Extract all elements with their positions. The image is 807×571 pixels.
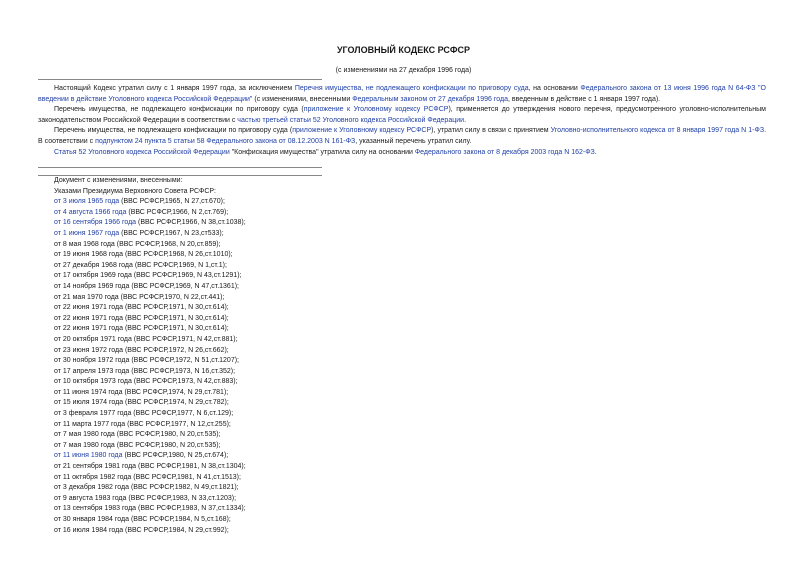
amendment-date: от 22 июня 1971 года — [54, 325, 124, 333]
amendment-date: от 14 ноября 1969 года — [54, 282, 130, 290]
link-law-64fz[interactable]: Федерального закона от 13 июня 1996 года N 64-ФЗ "О введении в действие Уголовного кодекса Российской Федерации" — [38, 85, 766, 103]
amendment-item — [54, 261, 454, 272]
amendment-reference: (ВВС РСФСР,1965, N 27,ст.670); — [119, 198, 225, 206]
amendment-reference: (ВВС РСФСР,1969, N 47,ст.1361); — [129, 282, 239, 290]
link-article-52-part-3[interactable]: частью третьей статьи 52 Уголовного кодекса Российской Федерации — [237, 116, 465, 124]
amendment-date: от 17 апреля 1973 года — [54, 367, 130, 375]
amendment-date: от 3 декабря 1982 года — [54, 484, 130, 492]
amendment-reference: (ВВС РСФСР,1977, N 12,ст.255); — [125, 420, 231, 428]
amendment-item — [54, 377, 454, 388]
amendment-reference: (ВВС РСФСР,1980, N 20,ст.535); — [114, 441, 221, 449]
amendment-item — [54, 282, 454, 293]
amendment-item — [54, 462, 454, 473]
divider — [38, 167, 322, 168]
status-notes — [38, 84, 766, 158]
amendment-item — [54, 483, 454, 494]
amendment-reference: (ВВС РСФСР,1983, N 33,ст.1203); — [126, 494, 237, 502]
amendment-reference: (ВВС РСФСР,1968, N 26,ст.1010); — [123, 251, 233, 259]
link-appendix[interactable]: приложение к Уголовному кодексу РСФСР — [303, 106, 449, 114]
amendment-item — [54, 526, 454, 537]
amendment-date: от 17 октября 1969 года — [54, 272, 132, 280]
amendment-reference: (ВВС РСФСР,1972, N 26,ст.662); — [123, 346, 229, 354]
amendment-item — [54, 356, 454, 367]
amendment-reference: (ВВС РСФСР,1973, N 42,ст.883); — [131, 378, 238, 386]
amendments-intro: Документ с изменениями, внесенными: — [54, 177, 183, 184]
amendment-reference: (ВВС РСФСР,1977, N 6,ст.129); — [131, 410, 234, 418]
amendment-date: от 15 июля 1974 года — [54, 399, 124, 407]
link-article-52[interactable]: Статья 52 Уголовного кодекса Российской Федерации — [54, 148, 230, 156]
link-confiscation-list[interactable]: Перечня имущества, не подлежащего конфискации по приговору суда — [294, 85, 529, 92]
amendment-date: от 11 марта 1977 года — [54, 420, 126, 428]
amendment-date: от 9 августа 1983 года — [54, 494, 127, 502]
amendment-item — [54, 346, 454, 357]
amendment-reference: (ВВС РСФСР,1971, N 30,ст.614); — [123, 325, 229, 333]
amendment-reference: (ВВС РСФСР,1984, N 29,ст.992); — [123, 526, 229, 534]
amendment-date: от 22 июня 1971 года — [54, 314, 124, 322]
document-title: УГОЛОВНЫЙ КОДЕКС РСФСР — [336, 45, 471, 55]
amendment-item — [54, 367, 454, 378]
amendment-item — [54, 398, 454, 409]
amendment-reference: (ВВС РСФСР,1974, N 29,ст.782); — [123, 399, 229, 407]
amendment-date: от 13 сентября 1983 года — [54, 505, 137, 513]
amendment-item — [54, 250, 454, 261]
amendment-reference: (ВВС РСФСР,1983, N 37,ст.1334); — [136, 505, 246, 513]
divider — [38, 79, 322, 80]
amendment-item — [54, 240, 454, 251]
amendment-date-link[interactable]: от 4 августа 1966 года — [54, 208, 127, 216]
amendment-reference: (ВВС РСФСР,1967, N 23,ст533); — [119, 229, 224, 237]
amendment-reference: (ВВС РСФСР,1981, N 41,ст.1513); — [131, 473, 241, 481]
link-law-162fz[interactable]: Федерального закона от 8 декабря 2003 года N 162-ФЗ — [414, 148, 595, 156]
amendment-date: от 23 июня 1972 года — [54, 346, 124, 354]
amendment-item — [54, 218, 454, 229]
amendment-date: от 19 июня 1968 года — [54, 251, 124, 259]
amendment-reference: (ВВС РСФСР,1969, N 1,ст.1); — [132, 261, 227, 269]
amendment-date: от 30 ноября 1972 года — [54, 357, 130, 365]
amendment-reference: (ВВС РСФСР,1984, N 5,ст.168); — [129, 516, 231, 523]
amendment-item — [54, 324, 454, 335]
link-penal-code-1fz[interactable]: Уголовно-исполнительного кодекса от 8 января 1997 года N 1-ФЗ — [550, 127, 765, 135]
amendment-date-link[interactable]: от 16 сентября 1966 года — [54, 219, 137, 227]
amendment-item — [54, 335, 454, 346]
link-law-161fz[interactable]: подпунктом 24 пункта 5 статьи 58 Федерального закона от 08.12.2003 N 161-ФЗ — [95, 137, 356, 145]
amendment-reference: (ВВС РСФСР,1971, N 30,ст.614); — [123, 314, 229, 322]
amendment-item — [54, 504, 454, 515]
amendment-date: от 21 мая 1970 года — [54, 293, 119, 301]
amendment-date: от 11 июня 1974 года — [54, 388, 123, 396]
note-paragraph: Перечень имущества, не подлежащего конфискации по приговору суда (приложение к Уголовному кодексу РСФСР), утратил силу в связи с принятием Уголовно-исполнительного кодекса от 8 января 1997 года N 1-ФЗ. В соответствии с подпунктом 24 пункта 5 статьи 58 Федерального закона от 08.12.2003 N 161-ФЗ, указанный перечень утратил силу. — [38, 127, 767, 145]
amendment-date: от 22 июня 1971 года — [54, 304, 124, 312]
amendment-reference: (ВВС РСФСР,1981, N 38,ст.1304); — [136, 463, 246, 471]
amendment-reference: (ВВС РСФСР,1973, N 16,ст.352); — [129, 367, 236, 375]
note-paragraph: Перечень имущества, не подлежащего конфискации по приговору суда (приложение к Уголовному кодексу РСФСР), применяется до утверждения нового перечня, предусмотренного уголовно-исполнительным законодательством Российской Федерации в соответствии с частью третьей статьи 52 Уголовного кодекса Российской Федерации. — [38, 106, 766, 124]
amendment-item — [54, 293, 454, 304]
amendment-item — [54, 420, 454, 431]
amendment-date: от 21 сентября 1981 года — [54, 463, 137, 471]
amendment-item — [54, 473, 454, 484]
amendment-date: от 20 октября 1971 года — [54, 335, 132, 343]
amendment-reference: (ВВС РСФСР,1970, N 22,ст.441); — [118, 293, 225, 301]
amendments-list — [54, 176, 454, 536]
amendment-date: от 11 октября 1982 года — [54, 473, 132, 481]
amendment-reference: (ВВС РСФСР,1971, N 30,ст.614); — [123, 304, 229, 312]
link-law-1996-12-27[interactable]: Федеральным законом от 27 декабря 1996 года — [352, 95, 508, 103]
amendments-source: Указами Президиума Верховного Совета РСФСР: — [54, 187, 216, 195]
link-appendix[interactable]: приложение к Уголовному кодексу РСФСР — [292, 127, 432, 135]
amendment-item — [54, 451, 454, 462]
amendment-item — [54, 409, 454, 420]
amendment-date: от 10 октября 1973 года — [54, 378, 132, 386]
note-paragraph: Настоящий Кодекс утратил силу с 1 января 1997 года, за исключением Перечня имущества, не подлежащего конфискации по приговору суда, на основании Федерального закона от 13 июня 1996 года N 64-ФЗ "О введении в действие Уголовного кодекса Российской Федерации" (с изменениями, внесенными Федеральным законом от 27 декабря 1996 года, введенным в действие с 1 января 1997 года). — [38, 85, 766, 103]
amendment-reference: (ВВС РСФСР,1966, N 38,ст.1038); — [136, 219, 246, 227]
amendment-reference: (ВВС РСФСР,1968, N 20,ст.859); — [114, 240, 221, 248]
amendment-date: от 16 июля 1984 года — [54, 526, 124, 534]
amendment-item — [54, 314, 454, 325]
amendment-items — [54, 197, 454, 536]
amendment-date: от 8 мая 1968 года — [54, 240, 115, 248]
amendment-reference: (ВВС РСФСР,1971, N 42,ст.881); — [131, 335, 238, 343]
amendment-reference: (ВВС РСФСР,1982, N 49,ст.1821); — [129, 484, 239, 492]
amendment-item — [54, 430, 454, 441]
amendment-item — [54, 515, 454, 526]
amendment-item — [54, 208, 454, 219]
note-paragraph: Статья 52 Уголовного кодекса Российской Федерации "Конфискация имущества" утратила силу на основании Федерального закона от 8 декабря 2003 года N 162-ФЗ. — [54, 148, 597, 156]
amendment-date: от 3 февраля 1977 года — [54, 410, 132, 418]
document-subtitle: (с изменениями на 27 декабря 1996 года) — [335, 67, 472, 74]
amendment-item — [54, 388, 454, 399]
amendment-date: от 7 мая 1980 года — [54, 441, 115, 449]
amendment-date: от 7 мая 1980 года — [54, 431, 115, 439]
amendment-reference: (ВВС РСФСР,1980, N 20,ст.535); — [114, 431, 221, 439]
amendment-reference: (ВВС РСФСР,1969, N 43,ст.1291); — [131, 272, 242, 280]
amendment-reference: (ВВС РСФСР,1972, N 51,ст.1207); — [129, 357, 239, 365]
amendment-item — [54, 271, 454, 282]
amendment-date: от 27 декабря 1968 года — [54, 261, 133, 269]
amendment-reference: (ВВС РСФСР,1980, N 25,ст.674); — [122, 452, 229, 460]
amendment-item — [54, 229, 454, 240]
amendment-date-link[interactable]: от 3 июля 1965 года — [54, 198, 120, 206]
amendment-item — [54, 197, 454, 208]
amendment-date-link[interactable]: от 11 июня 1980 года — [54, 452, 123, 460]
amendment-date-link[interactable]: от 1 июня 1967 года — [54, 229, 120, 237]
amendment-reference: (ВВС РСФСР,1966, N 2,ст.769); — [126, 208, 229, 216]
amendment-item — [54, 494, 454, 505]
amendment-date: от 30 января 1984 года — [54, 516, 129, 523]
amendment-reference: (ВВС РСФСР,1974, N 29,ст.781); — [122, 388, 229, 396]
amendment-item — [54, 303, 454, 314]
amendment-item — [54, 441, 454, 452]
